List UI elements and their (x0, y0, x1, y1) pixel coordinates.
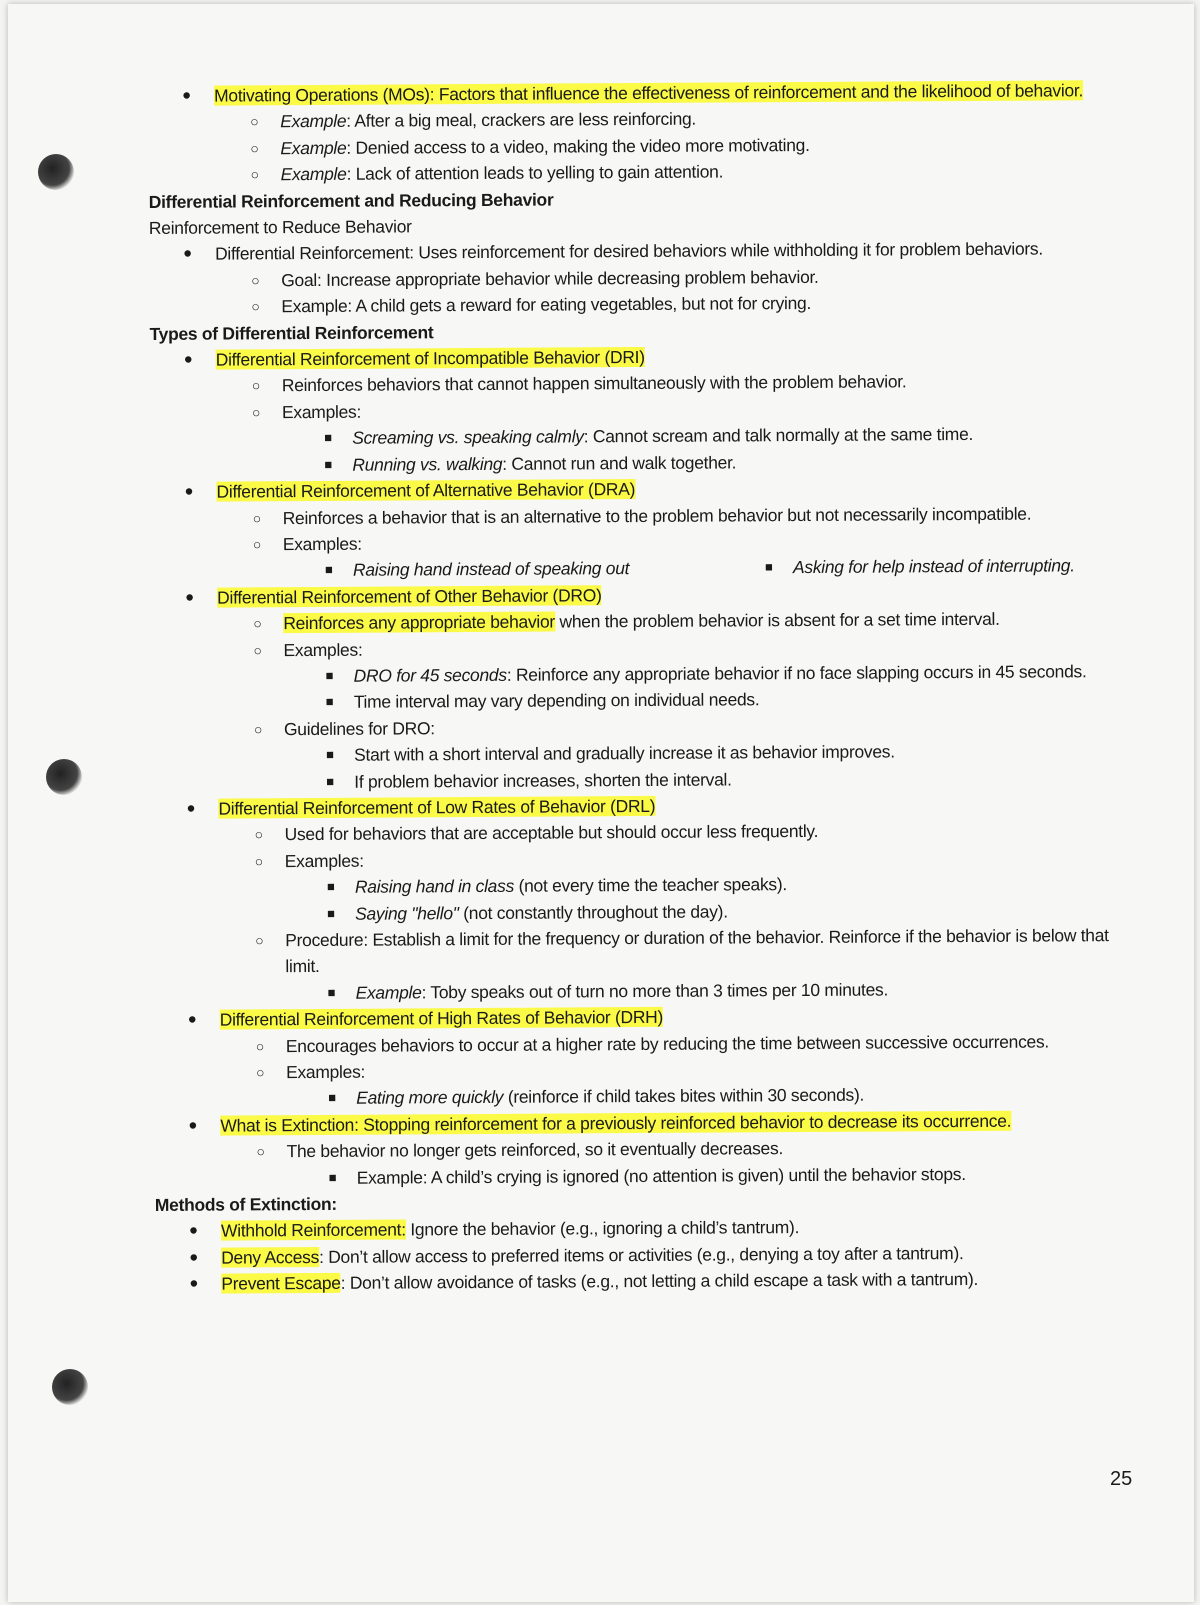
text-segment: Raising hand instead of speaking out (352, 558, 630, 581)
bullet-icon: ● (185, 588, 194, 606)
text-segment: Examples: (282, 533, 362, 555)
text-segment: Types of Differential Reinforcement (149, 321, 434, 344)
bullet-icon: ● (189, 1274, 199, 1293)
bullet-icon: ● (187, 1010, 197, 1028)
circle-bullet-icon: ○ (250, 166, 259, 183)
text-segment: Reinforcement to Reduce Behavior (148, 216, 412, 239)
text-segment: Differential Reinforcement: Uses reinforcement for desired behaviors while withholding it for problem behaviors. (214, 238, 1043, 265)
square-bullet-icon: ■ (326, 773, 334, 789)
text-segment: Example: A child’s crying is ignored (no attention is given) until the behavior stops. (356, 1163, 966, 1188)
highlighted-text: Differential Reinforcement of Incompatible Behavior (DRI) (215, 347, 645, 370)
text-segment: If problem behavior increases, shorten the interval. (354, 769, 732, 792)
text-segment: : Cannot scream and talk normally at the same time. (583, 424, 974, 447)
text-segment: when the problem behavior is absent for a set time interval. (554, 608, 1000, 632)
text-segment: Ignore the behavior (e.g., ignoring a child’s tantrum). (405, 1217, 800, 1240)
text-segment: : Don’t allow access to preferred items or activities (e.g., denying a toy after a tantrum). (318, 1242, 964, 1267)
text-segment: : Reinforce any appropriate behavior if no face slapping occurs in 45 seconds. (506, 661, 1087, 685)
highlighted-text: Prevent Escape (221, 1273, 341, 1294)
circle-bullet-icon: ○ (255, 932, 264, 949)
punch-hole (52, 1369, 88, 1405)
highlighted-text: Deny Access (221, 1246, 320, 1268)
text-segment: (reinforce if child takes bites within 30 seconds). (503, 1085, 865, 1108)
text-segment: Encourages behaviors to occur at a higher rate by reducing the time between successive occurrences. (285, 1031, 1050, 1056)
square-bullet-icon: ■ (764, 559, 773, 575)
text-segment: Running vs. walking (352, 453, 503, 475)
circle-bullet-icon: ○ (250, 140, 259, 157)
text-segment: Example (280, 164, 347, 185)
text-segment: Example (355, 982, 422, 1003)
text-segment: Guidelines for DRO: (283, 718, 435, 739)
highlighted-text: What is Extinction: Stopping reinforcement for a previously reinforced behavior to decrease its occurrence. (220, 1110, 1012, 1136)
text-segment: Methods of Extinction: (154, 1193, 337, 1216)
circle-bullet-icon: ○ (255, 1037, 265, 1054)
bullet-icon: ● (182, 86, 191, 104)
text-segment: Time interval may vary depending on individual needs. (353, 689, 760, 713)
circle-bullet-icon: ○ (256, 1143, 265, 1160)
circle-bullet-icon: ○ (251, 377, 261, 394)
highlighted-text: Reinforces any appropriate behavior (283, 611, 555, 634)
punch-hole (38, 154, 74, 190)
circle-bullet-icon: ○ (253, 721, 263, 738)
text-segment: Reinforces behaviors that cannot happen simultaneously with the problem behavior. (281, 371, 907, 396)
text-segment: Example (280, 111, 347, 132)
text-segment: Saying "hello" (355, 902, 459, 924)
text-segment: Goal: Increase appropriate behavior while decreasing problem behavior. (281, 266, 819, 291)
text-segment: Used for behaviors that are acceptable but should occur less frequently. (284, 821, 819, 845)
highlighted-text: Differential Reinforcement of Other Behavior (DRO) (217, 584, 602, 608)
text-segment: (not every time the teacher speaks). (513, 874, 787, 896)
circle-bullet-icon: ○ (251, 272, 260, 289)
page-number: 25 (1110, 1468, 1133, 1490)
circle-bullet-icon: ○ (255, 1064, 265, 1081)
text-segment: Examples: (283, 639, 363, 660)
highlighted-text: Withhold Reinforcement: (220, 1219, 406, 1242)
text-segment: : Denied access to a video, making the video more motivating. (346, 134, 810, 158)
notes-outline (148, 77, 1140, 1298)
square-bullet-icon: ■ (324, 456, 332, 472)
text-segment: : Cannot run and walk together. (502, 452, 737, 474)
circle-bullet-icon: ○ (253, 615, 262, 632)
square-bullet-icon: ■ (327, 984, 336, 1000)
text-segment: Start with a short interval and gradually increase it as behavior improves. (354, 741, 895, 765)
text-segment: Procedure: Establish a limit for the frequency or duration of the behavior. Reinforce if the behavior is below that limit. (285, 925, 1109, 977)
text-segment: : Don’t allow avoidance of tasks (e.g., not letting a child escape a task with a tantrum). (340, 1269, 979, 1294)
circle-bullet-icon: ○ (254, 853, 263, 870)
text-segment: DRO for 45 seconds (353, 664, 507, 686)
list-item (764, 553, 1075, 581)
bullet-icon: ● (182, 245, 192, 263)
square-bullet-icon: ■ (325, 694, 334, 710)
punch-hole (46, 759, 82, 795)
text-segment: : Toby speaks out of turn no more than 3 times per 10 minutes. (421, 979, 889, 1003)
highlighted-text: Differential Reinforcement of High Rates of Behavior (DRH) (219, 1007, 664, 1030)
text-segment: : Lack of attention leads to yelling to gain attention. (346, 161, 724, 185)
text-segment: Screaming vs. speaking calmly (352, 426, 584, 449)
square-bullet-icon: ■ (326, 747, 334, 763)
text-segment: Example: A child gets a reward for eating vegetables, but not for crying. (281, 293, 812, 317)
text-segment: Differential Reinforcement and Reducing Behavior (148, 189, 554, 212)
bullet-icon: ● (188, 1222, 198, 1240)
circle-bullet-icon: ○ (253, 641, 262, 658)
square-bullet-icon: ■ (324, 562, 333, 578)
text-segment: Examples: (284, 850, 364, 871)
bullet-icon: ● (186, 799, 196, 817)
text-segment: Raising hand in class (354, 875, 515, 897)
list-item (153, 922, 1138, 981)
circle-bullet-icon: ○ (251, 404, 261, 421)
text-segment: Example (280, 137, 347, 159)
text-segment: The behavior no longer gets reinforced, so it eventually decreases. (286, 1138, 784, 1162)
bullet-icon: ● (188, 1116, 198, 1134)
text-segment: Eating more quickly (356, 1087, 504, 1109)
bullet-icon: ● (183, 350, 193, 368)
square-bullet-icon: ■ (328, 1090, 336, 1106)
highlighted-text: Differential Reinforcement of Alternative Behavior (DRA) (216, 479, 636, 502)
circle-bullet-icon: ○ (254, 826, 263, 843)
square-bullet-icon: ■ (326, 879, 335, 895)
bullet-icon: ● (184, 482, 194, 500)
highlighted-text: Differential Reinforcement of Low Rates of Behavior (DRL) (218, 795, 656, 819)
square-bullet-icon: ■ (328, 1169, 337, 1185)
list-item (324, 554, 793, 583)
bullet-icon: ● (189, 1248, 198, 1266)
circle-bullet-icon: ○ (252, 509, 261, 526)
text-segment: Examples: (285, 1061, 366, 1083)
highlighted-text: Motivating Operations (MOs): Factors that influence the effectiveness of reinforcement and the likelihood of behavior. (214, 80, 1084, 106)
square-bullet-icon: ■ (327, 905, 335, 921)
text-segment: Asking for help instead of interrupting. (792, 555, 1075, 578)
text-segment: Reinforces a behavior that is an alternative to the problem behavior but not necessarily incompatible. (282, 503, 1032, 528)
circle-bullet-icon: ○ (251, 298, 260, 315)
circle-bullet-icon: ○ (252, 536, 262, 553)
text-segment: (not constantly throughout the day). (458, 901, 728, 923)
text-segment: Examples: (281, 401, 362, 423)
text-segment: : After a big meal, crackers are less reinforcing. (346, 109, 697, 132)
square-bullet-icon: ■ (325, 667, 334, 683)
circle-bullet-icon: ○ (250, 113, 259, 130)
square-bullet-icon: ■ (324, 430, 332, 446)
